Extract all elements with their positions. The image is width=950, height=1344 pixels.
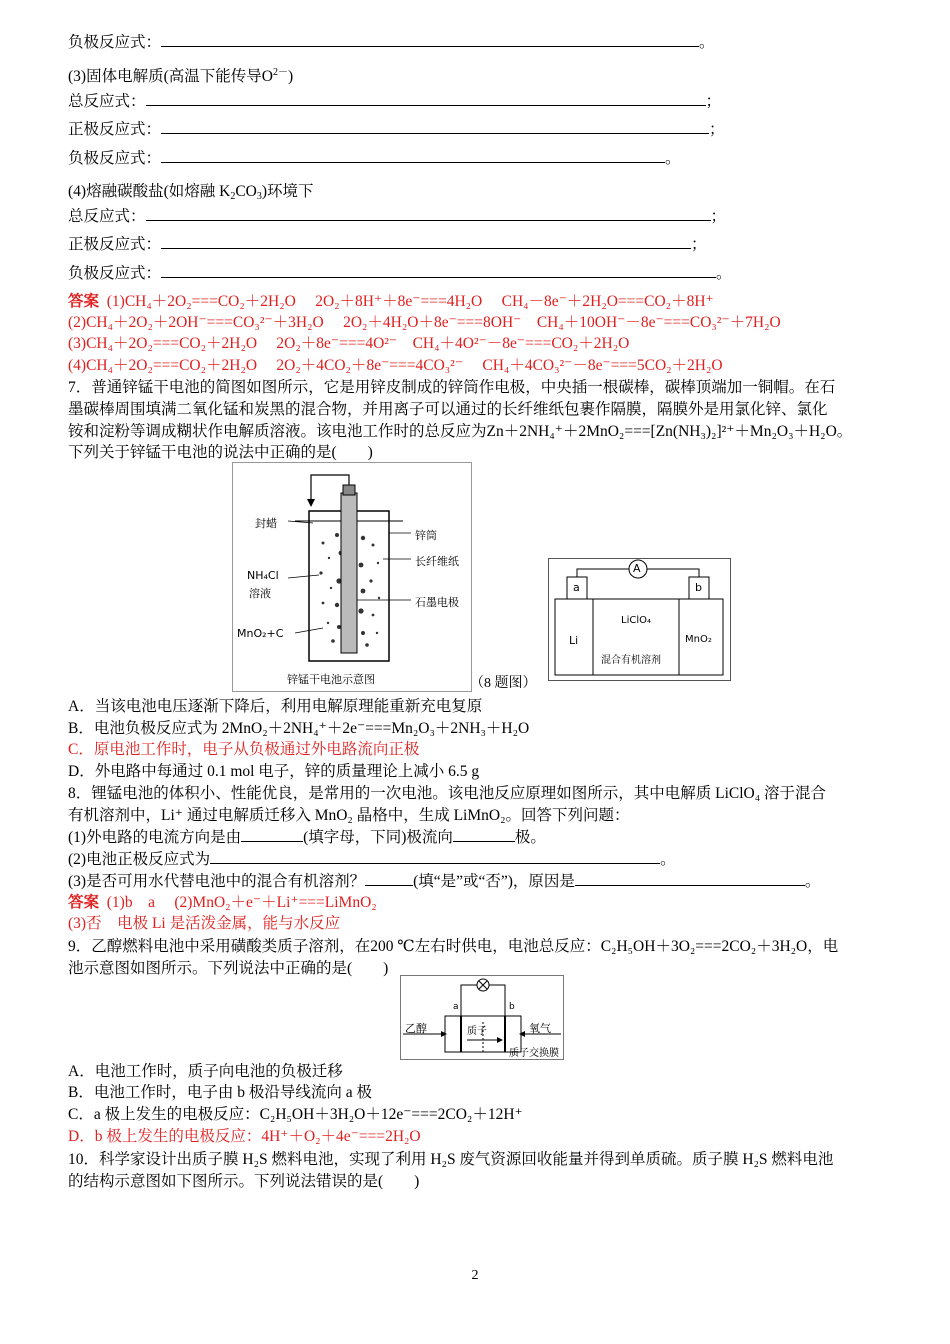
part3-total-line [68, 91, 721, 112]
solvent-label: 混合有机溶剂 [601, 655, 661, 666]
q8-line2 [68, 806, 630, 826]
label: 总反应式： [68, 208, 146, 225]
option-text: D．b 极上发生的电极反应：4H⁺＋O₂＋4e⁻===2H₂O [68, 1128, 421, 1145]
answer6-line3 [68, 334, 629, 354]
mno2-label: MnO₂ [685, 634, 712, 645]
answer-text: (2)CH₄＋2O₂＋2OH⁻===CO₃²⁻＋3H₂O 2O₂＋4H₂O＋8e⁻===8OH⁻ CH₄＋10OH⁻－8e⁻===CO₃²⁻＋7H₂O [68, 314, 781, 331]
fig8-note [470, 674, 537, 694]
membrane-label: 质子交换膜 [509, 1048, 559, 1059]
label: 总反应式： [68, 93, 146, 110]
q-text: 有机溶剂中，Li⁺ 通过电解质迁移入 MnO₂ 晶格中，生成 LiMnO₂。回答下列问题： [68, 807, 630, 824]
q-text: 8．锂锰电池的体积小、性能优良，是常用的一次电池。该电池反应原理如图所示，其中电解质 LiClO₄ 溶于混合 [68, 785, 827, 802]
option-text: A．电池工作时，质子向电池的负极迁移 [68, 1063, 343, 1080]
note-text: （8 题图） [470, 676, 537, 691]
answer-label: 答案 [68, 894, 100, 911]
q9-option-a[interactable] [68, 1062, 343, 1082]
answer-blank[interactable] [575, 871, 805, 886]
q8-line1 [68, 784, 826, 804]
label-zinc-can: 锌筒 [415, 529, 437, 542]
punct: ； [691, 236, 707, 253]
answer-blank[interactable] [161, 148, 665, 163]
electrode-b-label: b [509, 1002, 515, 1012]
q-text: 墨碳棒周围填满二氧化锰和炭黑的混合物，并用离子可以通过的长纤维纸包裹作隔膜，隔膜外是用氯化锌、氯化 [68, 401, 828, 418]
answer-blank[interactable] [161, 32, 699, 47]
q-text: 9．乙醇燃料电池中采用磺酸类质子溶剂，在200 ℃左右时供电，电池总反应：C₂H₅OH＋3O₂===2CO₂＋3H₂O，电 [68, 938, 839, 955]
fig7-dry-cell-diagram [232, 462, 472, 692]
wire-arrow [307, 499, 315, 507]
ion-charge: 2－ [272, 67, 288, 78]
option-text: B．电池负极反应式为 2MnO₂＋2NH₄⁺＋2e⁻===Mn₂O₃＋2NH₃＋H₂O [68, 720, 530, 737]
label-fiber-paper: 长纤维纸 [415, 555, 459, 568]
option-text: B．电池工作时，电子由 b 极沿导线流向 a 极 [68, 1084, 372, 1101]
text: 。 [804, 873, 821, 890]
text: (3)是否可用水代替电池中的混合有机溶剂？ [68, 873, 366, 890]
punct: 。 [699, 34, 715, 51]
answer6-line2 [68, 313, 781, 333]
part4-pos-line [68, 234, 707, 255]
q9-option-b[interactable] [68, 1083, 372, 1103]
fig7-caption: 锌锰干电池示意图 [287, 673, 375, 686]
label-graphite: 石墨电极 [415, 596, 459, 609]
answer-blank[interactable] [146, 91, 706, 106]
text: (填字母，下同)极流向 [303, 829, 453, 846]
q7-option-c[interactable] [68, 740, 419, 760]
q-text: 10．科学家设计出质子膜 H₂S 燃料电池，实现了利用 H₂S 废气资源回收能量并得到单质硫。质子膜 H₂S 燃料电池 [68, 1151, 834, 1168]
q10-line1 [68, 1150, 833, 1170]
electrode-a-label: a [453, 1002, 459, 1012]
answer-text: (3)否 电极 Li 是活泼金属，能与水反应 [68, 915, 341, 932]
q-text: 铵和淀粉等调成糊状作电解质溶液。该电池工作时的总反应为Zn＋2NH₄⁺＋2MnO₂===[Zn(NH₃)₂]²⁺＋Mn₂O₃＋H₂O。 [68, 423, 853, 440]
answer-blank[interactable] [161, 119, 709, 134]
punct: ； [710, 208, 727, 225]
q7-option-d[interactable] [68, 762, 479, 782]
q9-line1 [68, 937, 838, 957]
text: (1)外电路的电流方向是由 [68, 829, 242, 846]
punct: 。 [716, 265, 732, 282]
q9-option-d[interactable] [68, 1127, 421, 1147]
text: (填“是”或“否”)，原因是 [413, 873, 575, 890]
q-text: 7．普通锌锰干电池的简图如图所示，它是用锌皮制成的锌筒作电极，中央插一根碳棒，碳棒顶端加一铜帽。在石 [68, 379, 836, 396]
q7-line1 [68, 378, 835, 398]
label-seal: 封蜡 [255, 517, 277, 530]
li-label: Li [569, 634, 579, 647]
label: 负极反应式： [68, 34, 162, 51]
part4-neg-line [68, 263, 732, 284]
label: 负极反应式： [68, 265, 162, 282]
fig9-ethanol-cell-diagram [400, 975, 564, 1060]
q7-line2 [68, 400, 828, 420]
q7-line3 [68, 422, 852, 442]
q-text: 的结构示意图如下图所示。下列说法错误的是( ) [68, 1173, 420, 1190]
label: 正极反应式： [68, 236, 162, 253]
label: 负极反应式： [68, 150, 162, 167]
punct: ； [709, 121, 725, 138]
ethanol-label: 乙醇 [405, 1022, 427, 1035]
q8-sub2 [68, 849, 676, 870]
subscript: 2 [230, 191, 236, 202]
q9-option-c[interactable] [68, 1105, 523, 1125]
answer-blank[interactable] [241, 827, 303, 842]
graphite-rod [341, 493, 357, 653]
option-text: C．a 极上发生的电极反应：C₂H₅OH＋3H₂O＋12e⁻===2CO₂＋12H⁺ [68, 1106, 523, 1123]
q7-option-a[interactable] [68, 697, 482, 717]
answer-text: (1)b a (2)MnO₂＋e⁻＋Li⁺===LiMnO₂ [106, 894, 377, 911]
option-text: C．原电池工作时，电子从负极通过外电路流向正极 [68, 741, 420, 758]
label-nh4cl: NH₄Cl [247, 569, 279, 582]
answer-text: (4)CH₄＋2O₂===CO₂＋2H₂O 2O₂＋4CO₂＋8e⁻===4CO₃²⁻ CH₄＋4CO₃²⁻－8e⁻===5CO₂＋2H₂O [68, 357, 723, 374]
q8-answer-line2 [68, 914, 340, 934]
q8-answer-line1 [68, 893, 377, 913]
title-end: ) [287, 68, 294, 85]
option-text: A．当该电池电压逐渐下降后，利用电解原理能重新充电复原 [68, 698, 483, 715]
q-text: 下列关于锌锰干电池的说法中正确的是( ) [68, 444, 373, 461]
part4-total-line [68, 206, 726, 227]
electrode-a-label: a [573, 581, 580, 594]
q8-sub1 [68, 827, 546, 848]
title-c: )环境下 [261, 183, 314, 200]
q-text: 池示意图如图所示。下列说法中正确的是( ) [68, 960, 389, 977]
electrode-b-label: b [695, 581, 702, 594]
part3-neg-line [68, 148, 681, 169]
electrolyte-label: LiClO₄ [621, 615, 651, 626]
title-b: CO [235, 183, 257, 200]
label: 正极反应式： [68, 121, 162, 138]
subscript: 3 [256, 191, 262, 202]
option-text: D．外电路中每通过 0.1 mol 电子，锌的质量理论上减小 6.5 g [68, 763, 480, 780]
copper-cap [343, 485, 355, 495]
part4-title [68, 182, 314, 202]
oxygen-label: 氧气 [529, 1022, 551, 1035]
punct: ； [705, 93, 722, 110]
text: (2)电池正极反应式为 [68, 851, 211, 868]
proton-label: 质子 [467, 1026, 487, 1037]
label-solution: 溶液 [249, 587, 271, 600]
part3-title [68, 67, 293, 87]
part3-pos-line [68, 119, 725, 140]
text: 。 [660, 851, 676, 868]
label-mno2-c: MnO₂+C [237, 627, 284, 640]
q10-line2 [68, 1172, 419, 1192]
answer-blank[interactable] [161, 234, 691, 249]
answer-blank[interactable] [365, 871, 413, 886]
answer-blank[interactable] [453, 827, 515, 842]
answer-text: (3)CH₄＋2O₂===CO₂＋2H₂O 2O₂＋8e⁻===4O²⁻ CH₄＋4O²⁻－8e⁻===CO₂＋2H₂O [68, 335, 630, 352]
punct: 。 [665, 150, 681, 167]
q7-line4 [68, 443, 373, 463]
q8-sub3 [68, 871, 820, 892]
title-a: (4)熔融碳酸盐(如熔融 K [68, 183, 231, 200]
fig8-li-mn-diagram [548, 558, 731, 681]
ammeter-label: A [633, 562, 641, 575]
answer-blank[interactable] [161, 263, 716, 278]
title-text: (3)固体电解质(高温下能传导O [68, 68, 273, 85]
text: 极。 [514, 829, 546, 846]
answer-label: 答案 [68, 293, 100, 310]
part2-neg-line [68, 32, 715, 53]
answer-blank[interactable] [146, 206, 711, 221]
answer6-line4 [68, 356, 723, 376]
q7-option-b[interactable] [68, 719, 529, 739]
page-number: 2 [471, 1268, 479, 1283]
q9-line2 [68, 959, 388, 979]
answer6-line1 [68, 292, 714, 312]
answer-text: (1)CH₄＋2O₂===CO₂＋2H₂O 2O₂＋8H⁺＋8e⁻===4H₂O CH₄－8e⁻＋2H₂O===CO₂＋8H⁺ [106, 293, 714, 310]
answer-blank[interactable] [210, 849, 660, 864]
